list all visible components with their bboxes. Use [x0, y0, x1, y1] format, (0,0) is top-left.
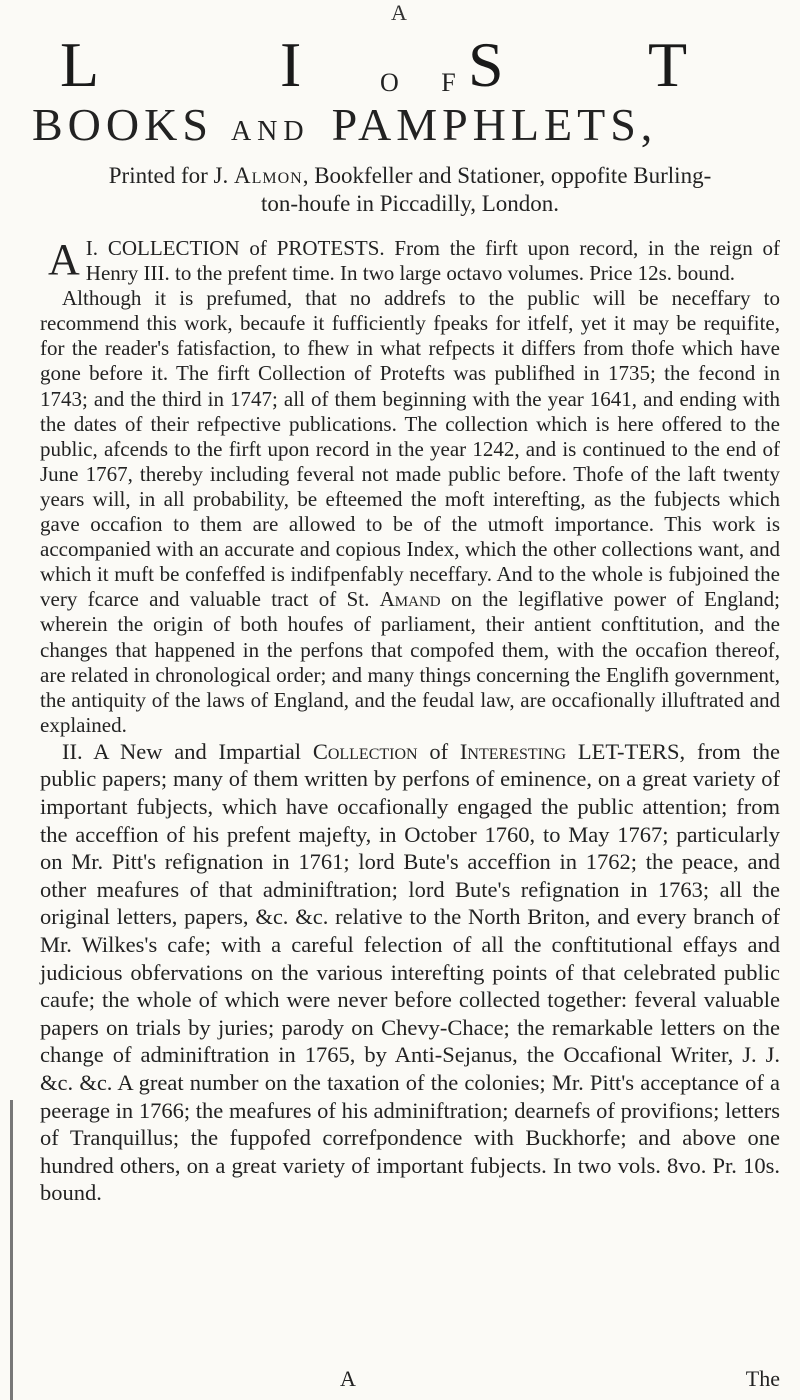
item-1-title: COLLECTION of PROTESTS. From the firft upon record, in the reign of Henry III. to the prefent time. In two large octavo volumes. Price 12s. bound. [85, 236, 781, 286]
title-books: BOOKS [32, 99, 213, 150]
catalogue-body [40, 236, 780, 1207]
item-2-collection: Collection [312, 738, 418, 764]
page-footer [40, 1366, 780, 1396]
page-edge-shadow [10, 1100, 13, 1400]
imprint-prefix: Printed for J. [108, 163, 229, 188]
title-pamphlets: PAMPHLETS, [331, 99, 658, 150]
item-2-description [40, 738, 780, 1207]
title-letter-s: S [468, 29, 504, 100]
title-books-pamphlets [32, 98, 772, 151]
item-1-heading [40, 236, 780, 286]
item-1-text: Although it is prefumed, that no addrefs to the public will be neceffary to recommend this work, becaufe it fufficiently fpeaks for itfelf, yet it may be requifite, for the reader's fatisfaction, to fhew in what refpects it differs from thofe which have gone before it. The firft Collection of Protefts was publifhed in 1735; the fecond in 1743; and the third in 1747; all of them beginning with the year 1641, and ending with the dates of their refpective publications. The collection which is here offered to the public, afcends to the firft upon record in the year 1242, and is continued to the end of June 1767, thereby including feveral not made public before. Thofe of the laft twenty years will, in all probability, be efteemed the moft interefting, as the fubjects which gave occafion to them are allowed to be of the utmoft importance. This work is accompanied with an accurate and copious Index, which the other collections want, and which it muft be confeffed is indifpenfably neceffary. And to the whole is fubjoined the very fcarce and valuable tract of St. [40, 286, 780, 612]
title-and: AND [230, 116, 310, 147]
item-1-amand: Amand [379, 587, 441, 612]
item-2-number: II. [62, 738, 83, 764]
item-1-text-end: on the legiflative power of England; wherein the origin of both houfes of parliament, their antient conftitution, and the changes that happened in the perfons that compofed them, with the occafion thereof, are related in chronological order; and many things concerning the Englifh government, the antiquity of the laws of England, and the feudal law, are occafionally illuftrated and explained. [40, 587, 780, 737]
title-of: O F [380, 68, 474, 97]
title-letter-i: I [280, 29, 302, 100]
item-1-number: I. [85, 236, 99, 260]
signature-mark-top: A [391, 0, 409, 25]
item-2-interesting: Interesting [459, 738, 567, 764]
title-letter-l: L [60, 29, 100, 100]
item-1-dropcap: A [48, 235, 80, 284]
item-1-description [40, 286, 780, 738]
imprint-publisher: Almon [233, 163, 303, 188]
item-2-of: of [429, 738, 449, 764]
item-2-letters: LET-TERS, [577, 738, 686, 764]
signature-mark-bottom: A [340, 1366, 356, 1391]
imprint-suffix: , Bookfeller and Stationer, oppofite Burling- [302, 163, 712, 188]
item-2-text: from the public papers; many of them written by perfons of eminence, on a great variety of important fubjects, which have occafionally engaged the public attention; from the acceffion of his prefent majefty, in October 1760, to May 1767; particularly on Mr. Pitt's refignation in 1761; lord Bute's acceffion in 1762; the peace, and other meafures of that adminiftration; lord Bute's refignation in 1763; all the original letters, papers, &c. &c. relative to the North Briton, and every branch of Mr. Wilkes's cafe; with a careful felection of all the conftitutional effays and judicious obfervations on the various interefting points of that celebrated public caufe; the whole of which were never before collected together: feveral valuable papers on trials by juries; parody on Chevy-Chace; the remarkable letters on the change of adminiftration in 1765, by Anti-Sejanus, the Occafional Writer, J. J. &c. &c. A great number on the taxation of the colonies; Mr. Pitt's acceptance of a peerage in 1766; the meafures of his adminiftration; dearnefs of provifions; letters of Tranquillus; the fuppofed correfpondence with Buckhorfe; and above one hundred others, on a great variety of important fubjects. In two vols. 8vo. Pr. 10s. bound. [40, 738, 780, 1206]
item-2-lead: A New and Impartial [93, 738, 302, 764]
imprint [40, 162, 780, 218]
imprint-line2: ton-houfe in Piccadilly, London. [260, 191, 560, 216]
catchword: The [745, 1366, 780, 1391]
title-letter-t: T [648, 29, 688, 100]
